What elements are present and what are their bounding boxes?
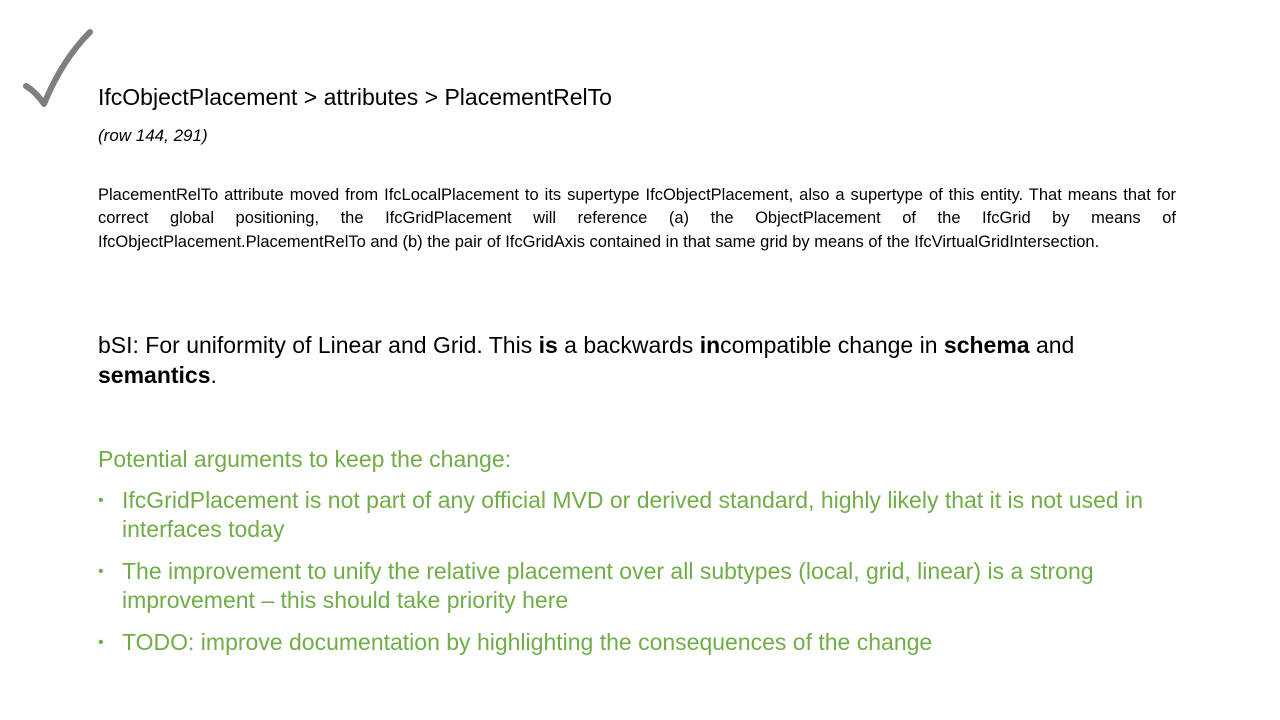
bsi-emphasis: semantics — [98, 362, 211, 388]
argument-text: The improvement to unify the relative placement over all subtypes (local, grid, linear) is a strong improvement – this should take priority here — [122, 558, 1094, 613]
bsi-text: compatible change in — [720, 332, 944, 358]
bullet-icon: • — [98, 492, 104, 509]
bsi-text: and — [1029, 332, 1075, 358]
bsi-emphasis: is — [538, 332, 558, 358]
slide-title: IfcObjectPlacement > attributes > PlacementRelTo — [98, 84, 612, 110]
argument-text: IfcGridPlacement is not part of any official MVD or derived standard, highly likely that it is not used in interfaces today — [122, 487, 1144, 542]
bsi-text: bSI: For uniformity of Linear and Grid. This — [98, 332, 539, 358]
arguments-heading: Potential arguments to keep the change: — [98, 446, 512, 472]
arguments-list — [98, 486, 1188, 670]
bsi-text: . — [210, 362, 217, 388]
checkmark-icon — [18, 20, 98, 112]
list-item — [98, 486, 1188, 544]
argument-text: TODO: improve documentation by highlighting the consequences of the change — [122, 629, 933, 655]
bsi-emphasis: in — [699, 332, 721, 358]
bsi-text: a backwards — [557, 332, 700, 358]
bullet-icon: • — [98, 563, 104, 580]
list-item — [98, 557, 1188, 615]
description-paragraph: PlacementRelTo attribute moved from IfcLocalPlacement to its supertype IfcObjectPlacement, also a supertype of this entity. That means that for correct global positioning, the IfcGridPlacement will reference (a) the ObjectPlacement of the IfcGrid by means of IfcObjectPlacement.PlacementRelTo and (b) the pair of IfcGridAxis contained in that same grid by means of the IfcVirtualGridIntersection. — [98, 186, 1176, 251]
row-reference: (row 144, 291) — [98, 126, 208, 145]
bsi-statement — [98, 330, 1178, 390]
list-item — [98, 628, 1188, 657]
bullet-icon: • — [98, 634, 104, 651]
bsi-emphasis: schema — [943, 332, 1030, 358]
